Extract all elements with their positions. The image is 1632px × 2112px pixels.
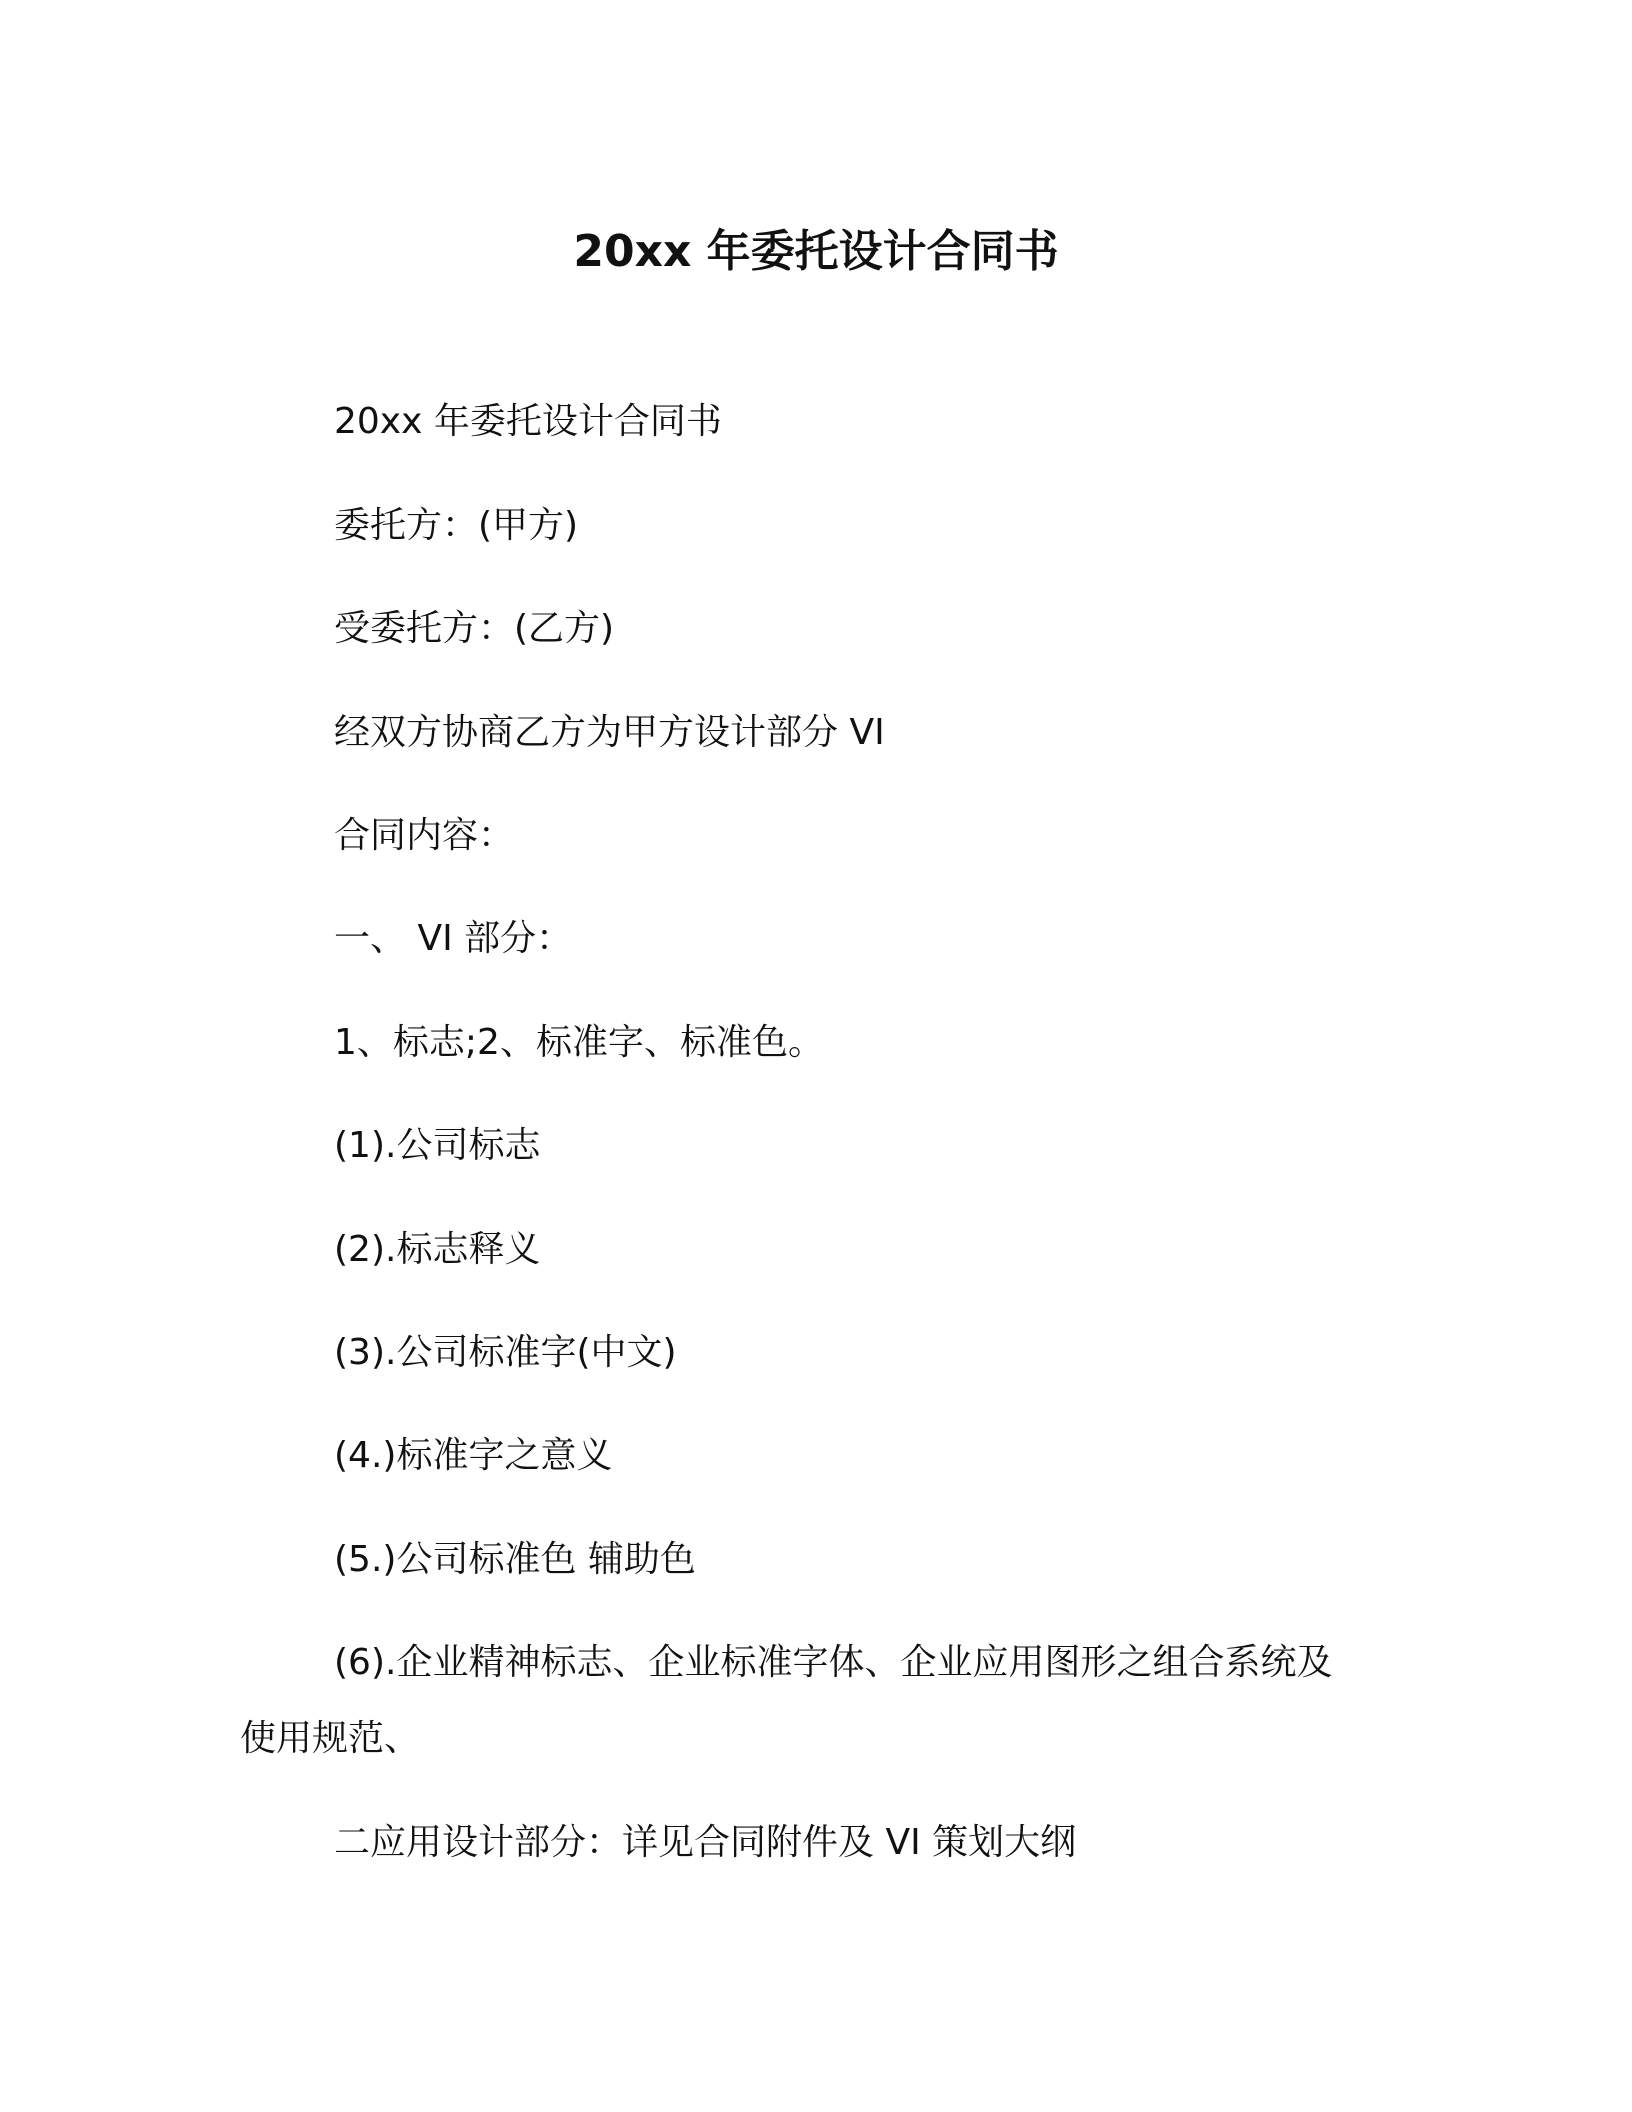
list-item: (1).公司标志 [334, 1125, 541, 1166]
section-heading-vi: 一、 VI 部分： [334, 918, 573, 959]
paragraph-contract-content: 合同内容： [334, 815, 515, 856]
list-item: (3).公司标准字(中文) [334, 1332, 677, 1373]
section-heading-application: 二应用设计部分：详见合同附件及 VI 策划大纲 [334, 1822, 1077, 1863]
list-item-continuation: 使用规范、 [240, 1718, 421, 1759]
list-item: 1、标志;2、标准字、标准色。 [334, 1022, 824, 1063]
paragraph-client: 委托方：(甲方) [334, 505, 579, 546]
list-item: (2).标志释义 [334, 1229, 541, 1270]
paragraph-contractor: 受委托方：(乙方) [334, 608, 615, 649]
document-title: 20xx 年委托设计合同书 [573, 226, 1059, 277]
list-item: (4.)标准字之意义 [334, 1435, 613, 1476]
paragraph-agreement: 经双方协商乙方为甲方设计部分 VI [334, 712, 885, 753]
list-item: (6).企业精神标志、企业标准字体、企业应用图形之组合系统及 [334, 1642, 1333, 1683]
paragraph-heading: 20xx 年委托设计合同书 [334, 401, 722, 442]
list-item: (5.)公司标准色 辅助色 [334, 1539, 696, 1580]
